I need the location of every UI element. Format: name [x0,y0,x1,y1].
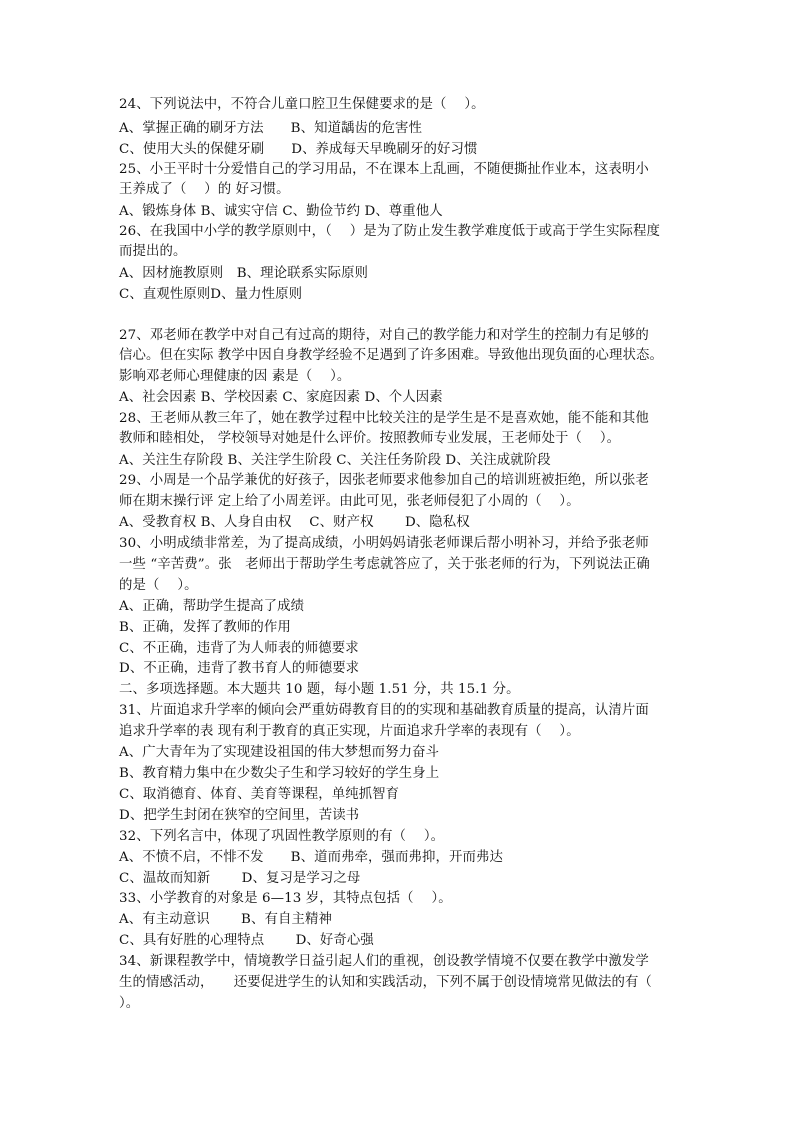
q33-options-ab: A、有主动意识 B、有自主精神 [119,912,332,927]
q29-stem: 29、小周是一个品学兼优的好孩子，因张老师要求他参加自己的培训班被拒绝，所以张老 [119,473,649,488]
q26-options-cd: C、直观性原则D、量力性原则 [119,287,303,302]
q28-options: A、关注生存阶段 B、关注学生阶段 C、关注任务阶段 D、关注成就阶段 [119,453,551,468]
q25-stem-cont: 王养成了（ ）的 好习惯。 [119,182,290,197]
q30-option-c: C、不正确，违背了为人师表的师德要求 [119,641,359,656]
q26-stem: 26、在我国中小学的教学原则中，（ ）是为了防止发生教学难度低于或高于学生实际程度 [119,224,661,239]
q30-stem: 30、小明成绩非常差，为了提高成绩，小明妈妈请张老师课后帮小明补习，并给予张老师 [119,536,649,551]
q24-options-ab: A、掌握正确的刷牙方法 B、知道龋齿的危害性 [119,121,423,136]
q27-stem: 27、邓老师在教学中对自己有过高的期待，对自己的教学能力和对学生的控制力有足够的 [119,328,649,343]
q24-stem: 24、下列说法中，不符合儿童口腔卫生保健要求的是（ ）。 [119,97,485,112]
section-heading-multi-choice: 二、多项选择题。本大题共 10 题，每小题 1.51 分，共 15.1 分。 [119,682,520,697]
q29-stem-cont: 师在期末操行评 定上给了小周差评。由此可见，张老师侵犯了小周的（ ）。 [119,494,580,509]
q33-stem: 33、小学教育的对象是 6—13 岁，其特点包括（ ）。 [119,891,452,906]
q26-options-ab: A、因材施教原则 B、理论联系实际原则 [119,266,369,281]
q31-option-c: C、取消德育、体育、美育等课程，单纯抓智育 [119,787,400,802]
q30-option-a: A、正确，帮助学生提高了成绩 [119,599,305,614]
q27-stem-cont-1: 信心。但在实际 教学中因自身教学经验不足遇到了许多困难。导致他出现负面的心理状态。 [119,348,663,363]
q32-options-cd: C、温故而知新 D、复习是学习之母 [119,871,361,886]
q27-options: A、社会因素 B、学校因素 C、家庭因素 D、个人因素 [119,390,443,405]
q31-stem-cont: 追求升学率的表 现有利于教育的真正实现，片面追求升学率的表现有（ ）。 [119,724,580,739]
q34-stem: 34、新课程教学中，情境教学日益引起人们的重视，创设教学情境不仅要在教学中激发学 [119,954,649,969]
q30-option-b: B、正确，发挥了教师的作用 [119,620,291,635]
q27-stem-cont-2: 影响邓老师心理健康的因 素是（ ）。 [119,369,351,384]
q30-stem-cont-2: 的是（ ）。 [119,578,198,593]
q29-options: A、受教育权 B、人身自由权 C、财产权 D、隐私权 [119,515,470,530]
q28-stem-cont: 教师和睦相处， 学校领导对她是什么评价。按照教师专业发展，王老师处于（ ）。 [119,431,621,446]
q28-stem: 28、王老师从教三年了，她在教学过程中比较关注的是学生是不是喜欢她，能不能和其他 [119,411,649,426]
q30-option-d: D、不正确，违背了教书育人的师德要求 [119,661,360,676]
q26-stem-cont: 而提出的。 [119,244,187,259]
q31-option-b: B、教育精力集中在少数尖子生和学习较好的学生身上 [119,766,440,781]
q24-options-cd: C、使用大头的保健牙刷 D、养成每天早晚刷牙的好习惯 [119,142,478,157]
q33-options-cd: C、具有好胜的心理特点 D、好奇心强 [119,933,374,948]
q25-stem: 25、小王平时十分爱惜自己的学习用品，不在课本上乱画，不随便撕扯作业本，这表明小 [119,162,649,177]
q31-option-d: D、把学生封闭在狭窄的空间里，苦读书 [119,808,360,823]
q25-options: A、锻炼身体 B、诚实守信 C、勤俭节约 D、尊重他人 [119,204,443,219]
q34-stem-cont-2: ）。 [119,996,140,1011]
q30-stem-cont-1: 一些 “辛苦费”。张 老师出于帮助学生考虑就答应了，关于张老师的行为，下列说法正确 [119,557,650,572]
q31-stem: 31、片面追求升学率的倾向会严重妨碍教育目的的实现和基础教育质量的提高，认清片面 [119,703,649,718]
q34-stem-cont-1: 生的情感活动， 还要促进学生的认知和实践活动，下列不属于创设情境常见做法的有（ [119,975,652,990]
q32-options-ab: A、不愤不启，不悱不发 B、道而弗牵，强而弗抑，开而弗达 [119,850,503,865]
q31-option-a: A、广大青年为了实现建设祖国的伟大梦想而努力奋斗 [119,745,440,760]
q32-stem: 32、下列名言中，体现了巩固性教学原则的有（ ）。 [119,829,445,844]
